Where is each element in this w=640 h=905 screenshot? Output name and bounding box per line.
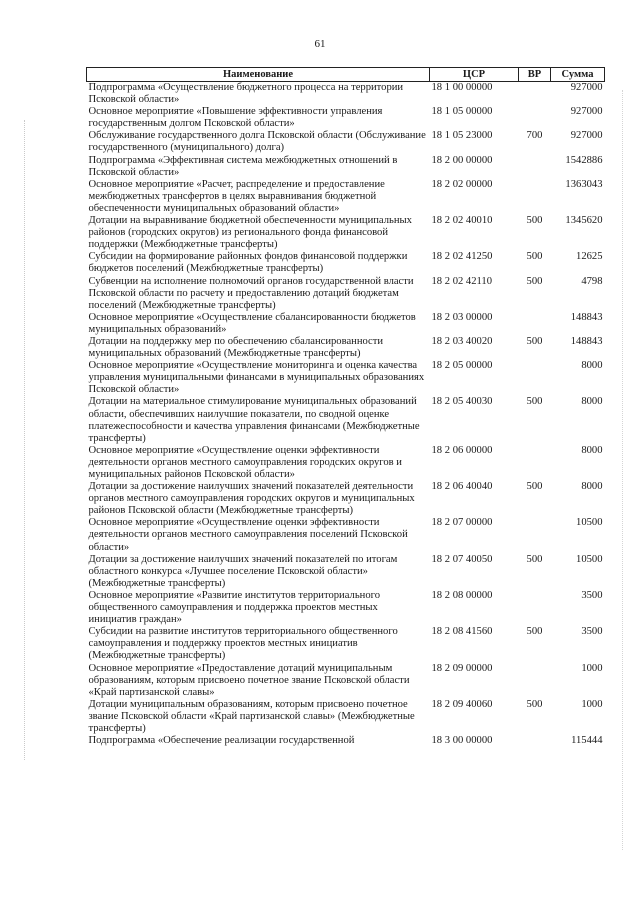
table-row (87, 445, 605, 481)
table-row (87, 699, 605, 735)
row-name-cell: Субвенции на исполнение полномочий органов государственной власти Псковской области по расчету и предоставлению дотаций бюджетам поселений (Межбюджетные трансферты) (88, 275, 414, 311)
row-sum-cell: 3500 (581, 626, 603, 638)
table-header-row (87, 68, 605, 82)
row-vr-cell (519, 312, 551, 336)
row-name-cell: Обслуживание государственного долга Псковской области (Обслуживание государственного (муниципального) долга) (88, 130, 426, 154)
row-vr-cell: 500 (526, 553, 543, 565)
row-name-cell: Основное мероприятие «Осуществление мониторинга и оценка качества управления муниципальными финансами в муниципальных образованиях Псковской области» (88, 360, 425, 396)
row-name-cell: Подпрограмма «Обеспечение реализации государственной (88, 735, 355, 747)
row-name-cell: Основное мероприятие «Повышение эффективности управления государственным долгом Псковской области» (88, 106, 383, 130)
table-row (87, 179, 605, 215)
row-vr-cell (519, 445, 551, 481)
row-csr-cell: 18 2 08 41560 (431, 626, 493, 638)
table-row (87, 106, 605, 130)
row-name-cell: Дотации на поддержку мер по обеспечению сбалансированности муниципальных образований (Межбюджетные трансферты) (88, 335, 384, 360)
row-vr-cell: 500 (526, 335, 543, 347)
row-sum-cell: 3500 (581, 589, 603, 601)
row-csr-cell: 18 2 02 42110 (431, 275, 493, 287)
row-vr-cell (519, 360, 551, 396)
row-vr-cell: 500 (526, 275, 543, 287)
row-sum-cell: 1345620 (565, 215, 603, 227)
column-header-sum: Сумма (551, 68, 605, 82)
row-sum-cell: 10500 (576, 553, 603, 565)
row-name-cell: Основное мероприятие «Осуществление оценки эффективности деятельности органов местного самоуправления поселений Псковской области» (88, 517, 408, 553)
row-vr-cell (519, 663, 551, 699)
row-csr-cell: 18 2 05 40030 (431, 396, 493, 408)
row-vr-cell: 500 (526, 481, 543, 493)
row-vr-cell: 700 (526, 130, 543, 142)
row-csr-cell: 18 1 05 23000 (431, 130, 493, 142)
row-csr-cell: 18 2 09 00000 (431, 662, 493, 674)
row-sum-cell: 1363043 (565, 178, 603, 190)
row-sum-cell: 8000 (581, 396, 603, 408)
table-row (87, 155, 605, 179)
table-row (87, 735, 605, 747)
row-name-cell: Основное мероприятие «Расчет, распределение и предоставление межбюджетных трансфертов в целях выравнивания бюджетной обеспеченности муниципальных образований области» (88, 178, 385, 214)
row-csr-cell: 18 1 00 00000 (431, 82, 493, 93)
row-name-cell: Основное мероприятие «Предоставление дотаций муниципальным образованиям, которым присвоено почетное звание Псковской области «Край партизанской славы» (88, 662, 410, 698)
scan-margin-line-right (622, 90, 624, 850)
row-name-cell: Дотации за достижение наилучших значений показателей по итогам областного конкурса «Лучшее поселение Псковской области» (Межбюджетные трансферты) (88, 553, 398, 589)
row-sum-cell: 8000 (581, 444, 603, 456)
scan-margin-line-left (24, 120, 26, 760)
column-header-name: Наименование (87, 68, 430, 82)
row-sum-cell: 148843 (570, 311, 603, 323)
row-csr-cell: 18 2 02 40010 (431, 215, 493, 227)
row-sum-cell: 927000 (570, 130, 603, 142)
table-row (87, 396, 605, 444)
table-row (87, 336, 605, 360)
row-sum-cell: 1542886 (565, 154, 603, 166)
row-csr-cell: 18 1 05 00000 (431, 106, 493, 118)
row-vr-cell (519, 179, 551, 215)
row-name-cell: Дотации муниципальным образованиям, которым присвоено почетное звание Псковской области «Край партизанской славы» (Межбюджетные трансферты) (88, 698, 415, 734)
row-csr-cell: 18 2 00 00000 (431, 154, 493, 166)
row-sum-cell: 1000 (581, 662, 603, 674)
table-row (87, 251, 605, 275)
row-name-cell: Субсидии на формирование районных фондов финансовой поддержки бюджетов поселений (Межбюджетные трансферты) (88, 251, 408, 275)
row-vr-cell (519, 106, 551, 130)
row-vr-cell: 500 (526, 215, 543, 227)
row-name-cell: Субсидии на развитие институтов территориального общественного самоуправления и поддержку проектов местных инициатив (Межбюджетные трансферты) (88, 626, 398, 662)
page-number: 61 (314, 38, 326, 50)
row-name-cell: Дотации на материальное стимулирование муниципальных образований области, обеспечивших наилучшие показатели, по сводной оценке платежеспособности и качества управления финансами (Межбюджетные трансферты) (88, 396, 420, 444)
table-row (87, 276, 605, 312)
row-sum-cell: 12625 (576, 251, 603, 263)
table-row (87, 215, 605, 251)
row-csr-cell: 18 2 06 00000 (431, 444, 493, 456)
column-header-vr: ВР (519, 68, 551, 82)
row-csr-cell: 18 2 03 40020 (431, 335, 493, 347)
row-sum-cell: 148843 (570, 335, 603, 347)
table-row (87, 663, 605, 699)
column-header-csr: ЦСР (430, 68, 519, 82)
row-sum-cell: 8000 (581, 360, 603, 372)
table-row (87, 130, 605, 154)
row-sum-cell: 927000 (570, 82, 603, 93)
row-csr-cell: 18 2 02 41250 (431, 251, 493, 263)
row-csr-cell: 18 2 09 40060 (431, 698, 493, 710)
row-name-cell: Основное мероприятие «Осуществление сбалансированности бюджетов муниципальных образований» (88, 311, 416, 335)
table-row (87, 554, 605, 590)
table-row (87, 481, 605, 517)
table-row (87, 360, 605, 396)
row-name-cell: Основное мероприятие «Осуществление оценки эффективности деятельности органов местного самоуправления городских округов и муниципальных районов Псковской области» (88, 444, 402, 480)
row-vr-cell: 500 (526, 698, 543, 710)
table-row (87, 626, 605, 662)
row-csr-cell: 18 2 08 00000 (431, 589, 493, 601)
row-vr-cell (519, 155, 551, 179)
row-vr-cell (519, 82, 551, 107)
row-sum-cell: 927000 (570, 106, 603, 118)
row-csr-cell: 18 2 06 40040 (431, 481, 493, 493)
row-name-cell: Основное мероприятие «Развитие институтов территориального общественного самоуправления и поддержка проектов местных инициатив граждан» (88, 589, 380, 626)
row-vr-cell (519, 735, 551, 747)
row-name-cell: Дотации на выравнивание бюджетной обеспеченности муниципальных районов (городских округов) из регионального фонда финансовой поддержки (Межбюджетные трансферты) (88, 215, 412, 251)
row-csr-cell: 18 2 02 00000 (431, 178, 493, 190)
table-row (87, 517, 605, 553)
row-csr-cell: 18 2 03 00000 (431, 311, 493, 323)
row-vr-cell: 500 (526, 396, 543, 408)
budget-table (86, 67, 605, 747)
row-vr-cell: 500 (526, 626, 543, 638)
row-vr-cell (519, 517, 551, 553)
table-row (87, 590, 605, 626)
row-vr-cell (519, 590, 551, 626)
row-sum-cell: 4798 (581, 275, 603, 287)
table-row (87, 312, 605, 336)
row-sum-cell: 10500 (576, 517, 603, 529)
row-csr-cell: 18 2 05 00000 (431, 360, 493, 372)
row-name-cell: Дотации за достижение наилучших значений показателей деятельности органов местного самоуправления городских округов и муниципальных районов Псковской области (Межбюджетные трансферты) (88, 481, 415, 517)
row-sum-cell: 1000 (581, 698, 603, 710)
row-name-cell: Подпрограмма «Эффективная система межбюджетных отношений в Псковской области» (88, 154, 398, 178)
row-csr-cell: 18 3 00 00000 (431, 735, 493, 747)
table-row (87, 82, 605, 107)
row-sum-cell: 115444 (571, 735, 603, 747)
row-sum-cell: 8000 (581, 481, 603, 493)
row-name-cell: Подпрограмма «Осуществление бюджетного процесса на территории Псковской области» (88, 82, 404, 106)
row-vr-cell: 500 (526, 251, 543, 263)
row-csr-cell: 18 2 07 00000 (431, 517, 493, 529)
row-csr-cell: 18 2 07 40050 (431, 553, 493, 565)
